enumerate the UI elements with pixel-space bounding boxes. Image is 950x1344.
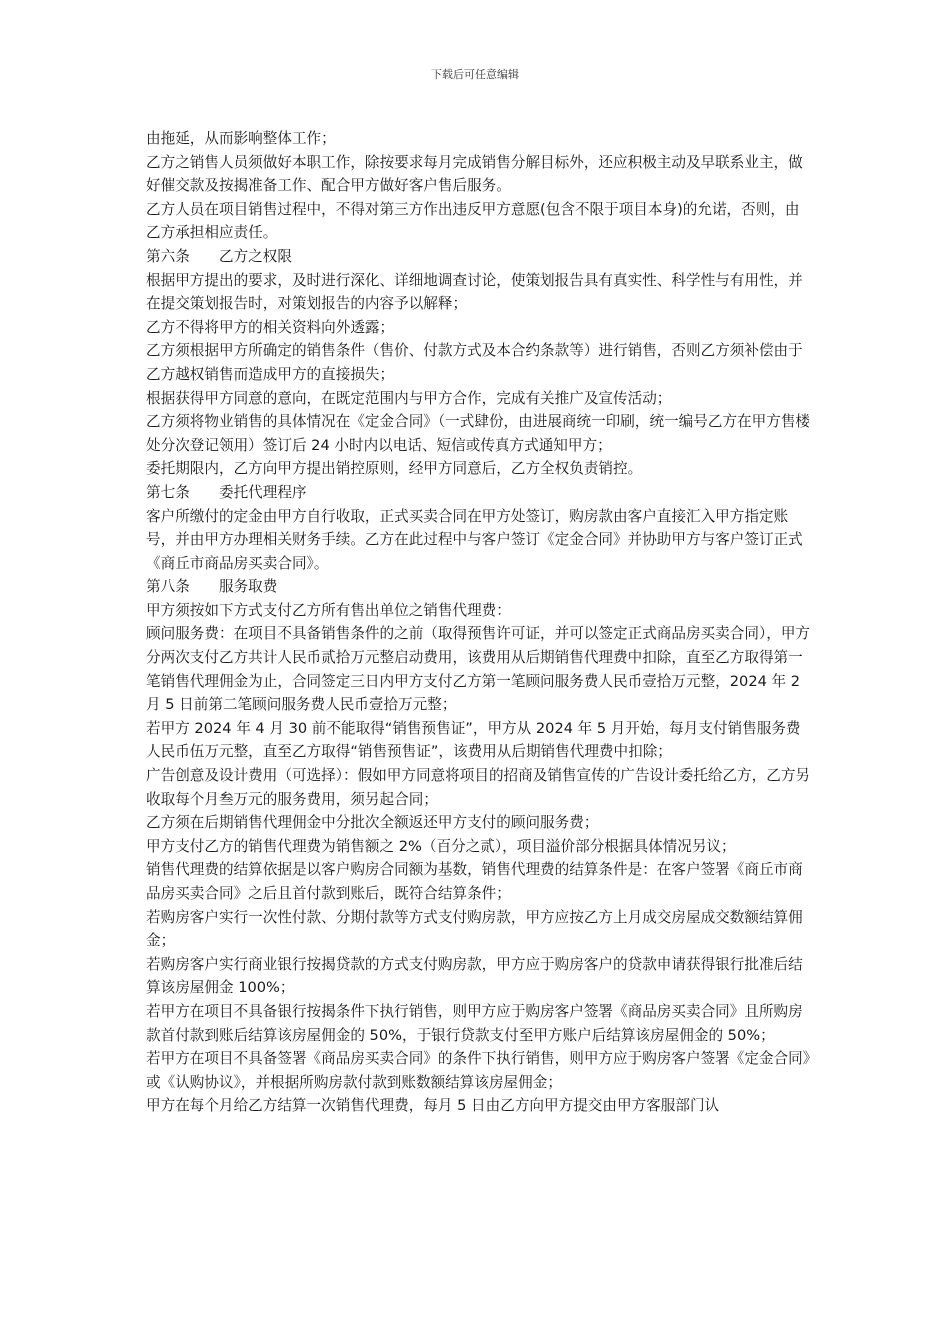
paragraph: 根据获得甲方同意的意向，在既定范围内与甲方合作，完成有关推广及宣传活动； <box>146 389 672 407</box>
paragraph: 顾问服务费：在项目不具备销售条件的之前（取得预售许可证，并可以签定正式商品房买卖合同），甲方分两次支付乙方共计人民币贰拾万元整启动费用，该费用从后期销售代理费中扣除，直至乙方取得第一笔销售代理佣金为止，合同签定三日内甲方支付乙方第一笔顾问服务费人民币壹拾万元整，2024 年 2 月 5 日前第二笔顾问服务费人民币壹拾万元整； <box>146 625 811 714</box>
paragraph: 由拖延，从而影响整体工作； <box>146 130 336 147</box>
article-heading: 第六条 乙方之权限 <box>146 247 292 265</box>
paragraph: 若甲方在项目不具备银行按揭条件下执行销售，则甲方应于购房客户签署《商品房买卖合同》且所购房款首付款到账后结算该房屋佣金的 50%，于银行贷款支付至甲方账户后结算该房屋佣金的 50%； <box>146 1002 803 1044</box>
paragraph: 若购房客户实行商业银行按揭贷款的方式支付购房款，甲方应于购房客户的贷款申请获得银行批准后结算该房屋佣金 100%； <box>146 955 803 997</box>
article-heading: 第七条 委托代理程序 <box>146 483 307 501</box>
paragraph: 乙方之销售人员须做好本职工作，除按要求每月完成销售分解目标外，还应积极主动及早联系业主，做好催交款及按揭准备工作、配合甲方做好客户售后服务。 <box>146 153 803 195</box>
page-header: 下载后可任意编辑 <box>431 68 519 81</box>
paragraph: 广告创意及设计费用（可选择）：假如甲方同意将项目的招商及销售宣传的广告设计委托给乙方，乙方另收取每个月叁万元的服务费用，须另起合同； <box>146 767 811 808</box>
paragraph: 乙方不得将甲方的相关资料向外透露； <box>146 318 395 336</box>
paragraph: 乙方人员在项目销售过程中，不得对第三方作出违反甲方意愿(包含不限于项目本身)的允诺，否则，由乙方承担相应责任。 <box>146 200 800 242</box>
paragraph: 甲方在每个月给乙方结算一次销售代理费，每月 5 日由乙方向甲方提交由甲方客服部门认 <box>146 1097 720 1115</box>
paragraph: 若甲方在项目不具备签署《商品房买卖合同》的条件下执行销售，则甲方应于购房客户签署《定金合同》或《认购协议》，并根据所购房款付款到账数额结算该房屋佣金； <box>146 1050 811 1091</box>
paragraph: 乙方须将物业销售的具体情况在《定金合同》（一式肆份，由进展商统一印刷，统一编号乙方在甲方售楼处分次登记领用）签订后 24 小时内以电话、短信或传真方式通知甲方； <box>146 413 811 454</box>
paragraph: 乙方须在后期销售代理佣金中分批次全额返还甲方支付的顾问服务费； <box>146 814 599 832</box>
paragraph: 甲方支付乙方的销售代理费为销售额之 2%（百分之贰），项目溢价部分根据具体情况另议； <box>146 837 736 855</box>
paragraph: 委托期限内，乙方向甲方提出销控原则，经甲方同意后，乙方全权负责销控。 <box>146 460 643 478</box>
paragraph: 根据甲方提出的要求，及时进行深化、详细地调查讨论，使策划报告具有真实性、科学性与有用性，并在提交策划报告时，对策划报告的内容予以解释； <box>146 271 803 313</box>
paragraph: 若购房客户实行一次性付款、分期付款等方式支付购房款，甲方应按乙方上月成交房屋成交数额结算佣金； <box>146 908 803 950</box>
paragraph: 甲方须按如下方式支付乙方所有售出单位之销售代理费： <box>146 601 511 619</box>
article-heading: 第八条 服务取费 <box>146 578 278 596</box>
paragraph: 若甲方 2024 年 4 月 30 前不能取得“销售预售证”，甲方从 2024 年 5 月开始，每月支付销售服务费人民币伍万元整，直至乙方取得“销售预售证”，该费用从后期销售代理费中扣除； <box>146 719 801 761</box>
paragraph: 乙方须根据甲方所确定的销售条件（售价、付款方式及本合约条款等）进行销售，否则乙方须补偿由于乙方越权销售而造成甲方的直接损失； <box>146 342 803 383</box>
document-body <box>146 127 812 1118</box>
paragraph: 销售代理费的结算依据是以客户购房合同额为基数，销售代理费的结算条件是：在客户签署《商丘市商品房买卖合同》之后且首付款到账后，既符合结算条件； <box>146 861 803 902</box>
paragraph: 客户所缴付的定金由甲方自行收取，正式买卖合同在甲方处签订，购房款由客户直接汇入甲方指定账号，并由甲方办理相关财务手续。乙方在此过程中与客户签订《定金合同》并协助甲方与客户签订正式《商丘市商品房买卖合同》。 <box>146 507 803 572</box>
